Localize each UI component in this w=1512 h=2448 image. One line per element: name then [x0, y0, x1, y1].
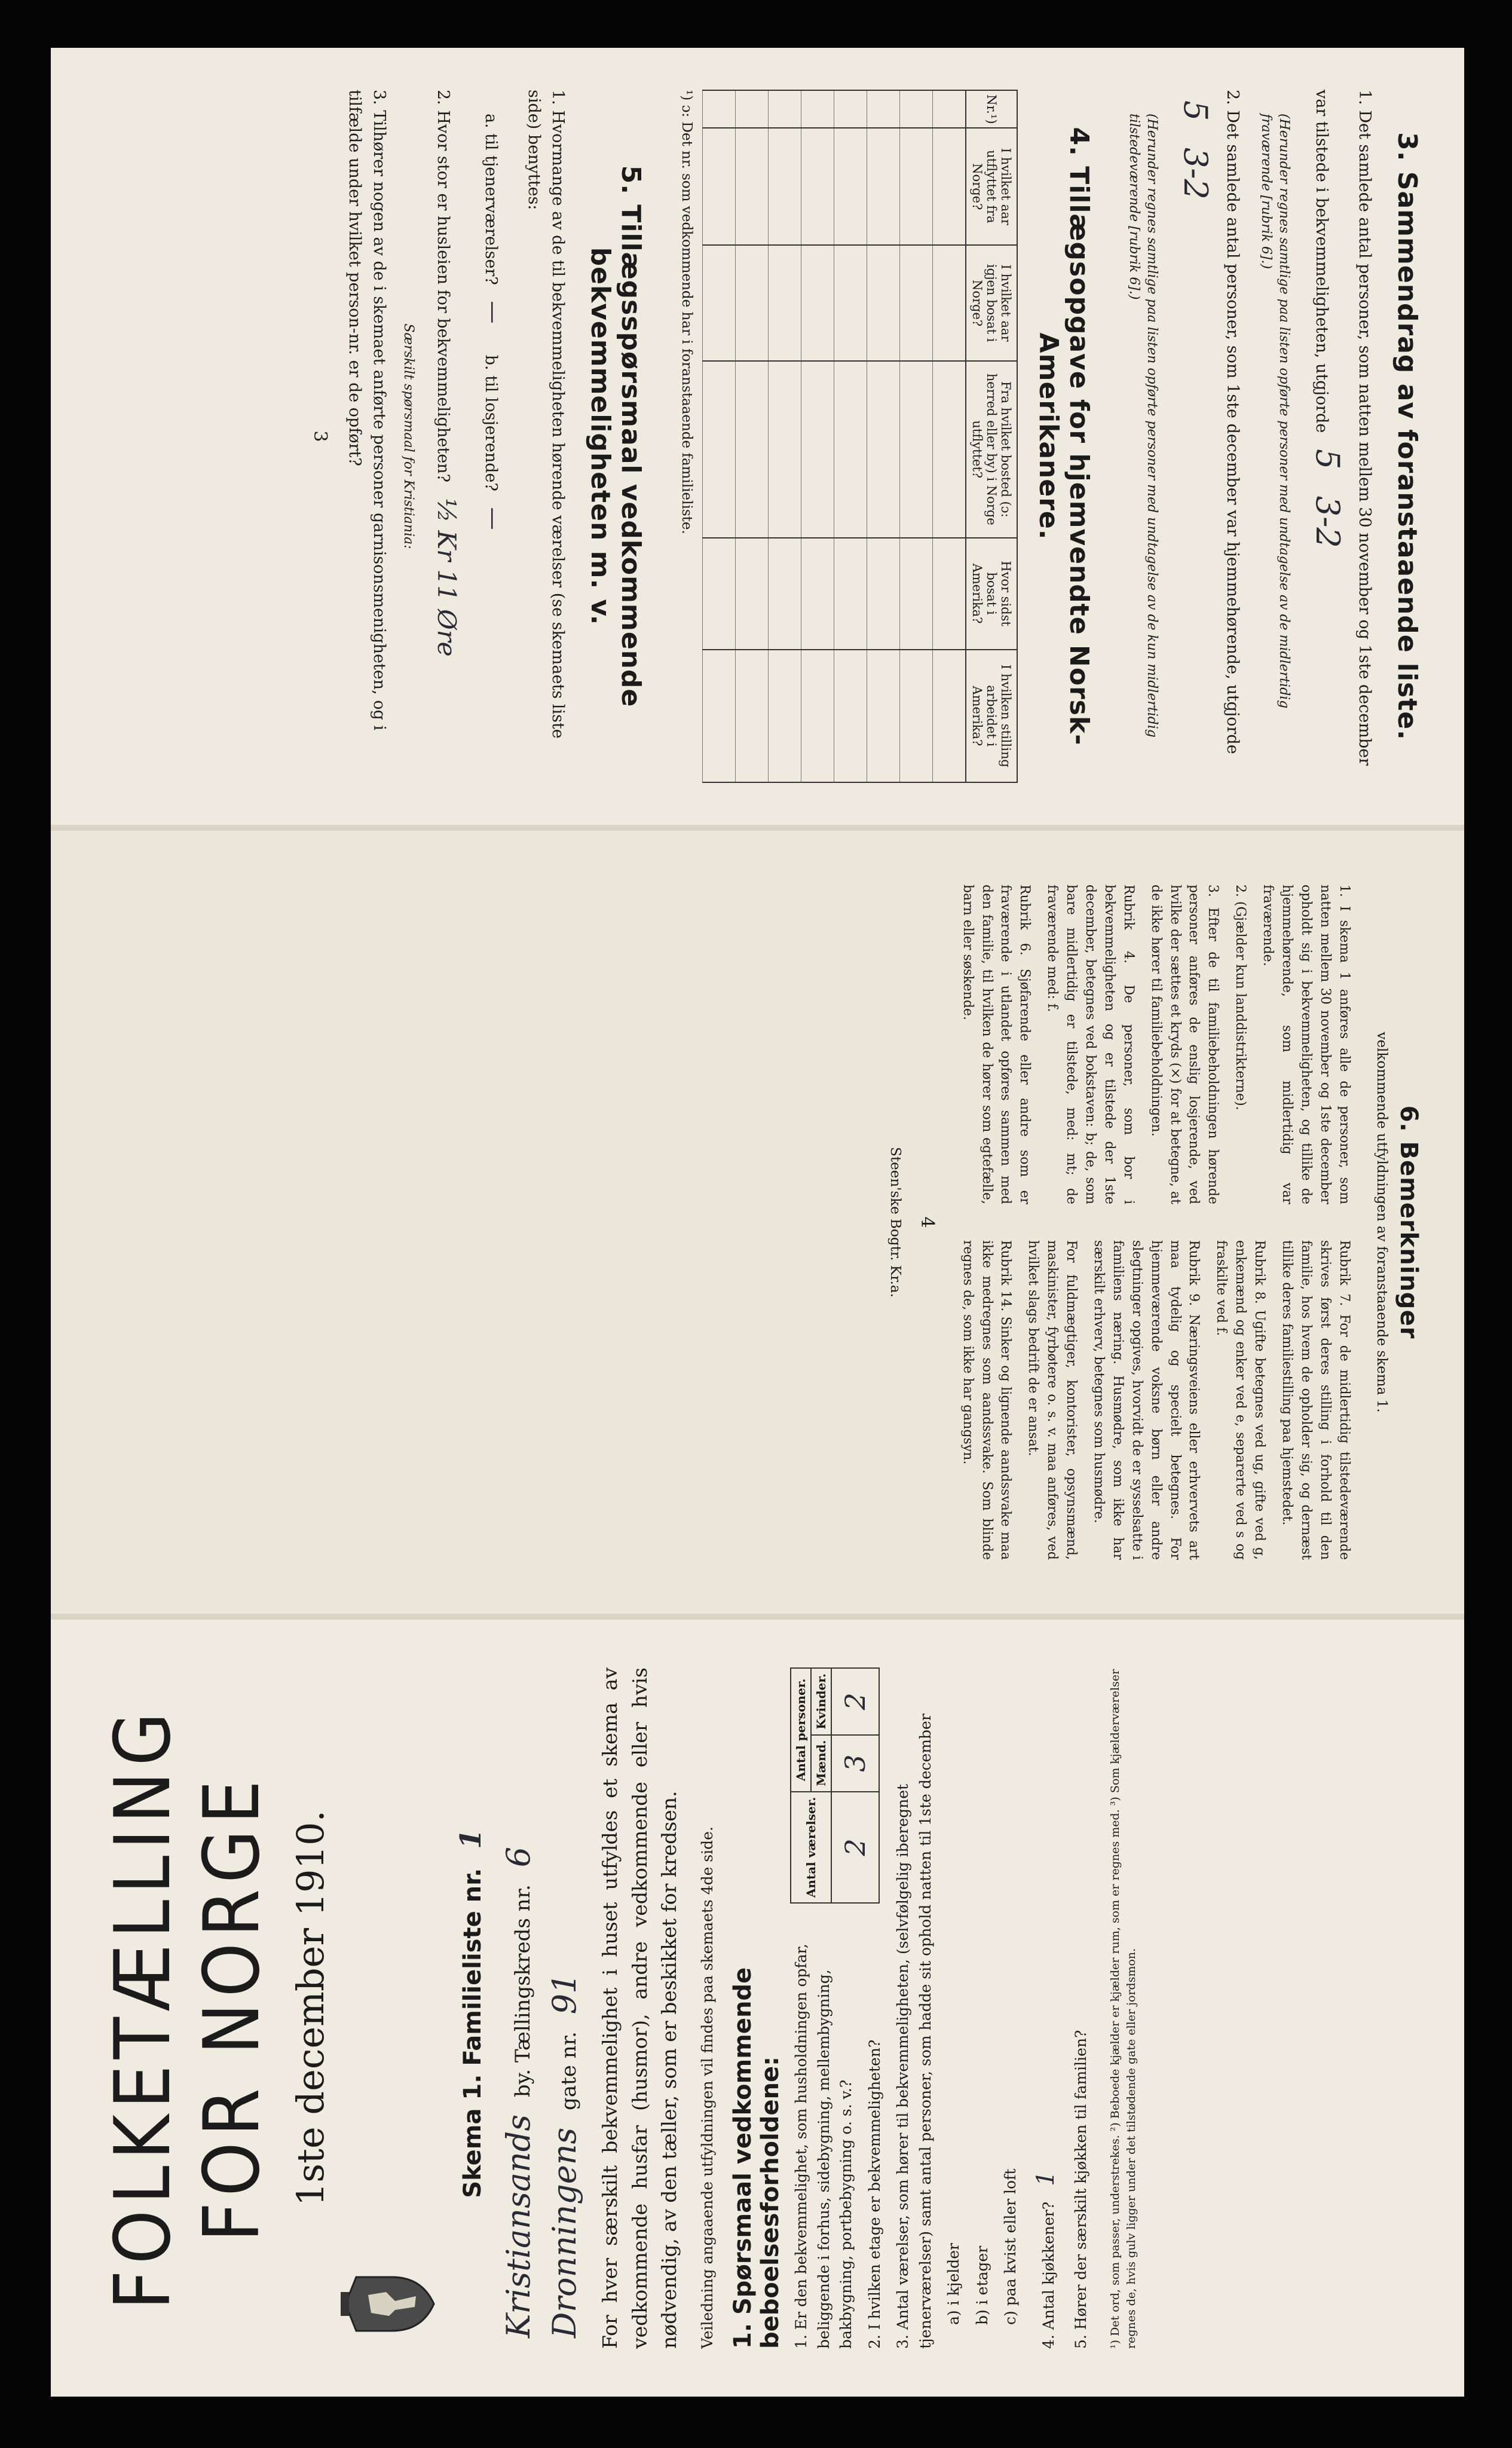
- handwritten-q2-note: 3-2: [1177, 147, 1215, 200]
- handwritten-q1-note: 3-2: [1309, 495, 1347, 548]
- instruction-paragraph: Rubrik 8. Ugifte betegnes ved ug, gifte ved g, enkemænd og enker ved e, separerte ved s og fraskilte ved f.: [1214, 1240, 1268, 1560]
- page-number: 4: [916, 1216, 938, 1228]
- lead-note: Veiledning angaaende utfyldningen vil findes paa skemaets 4de side.: [698, 1826, 716, 2349]
- handwritten-family-nr: 1: [454, 1829, 488, 1849]
- housing-questions-title: 1. Spørsmaal vedkommende beboelsesforholdene:: [729, 1967, 784, 2349]
- table-row: [702, 90, 735, 782]
- housing-question: 5. Hører der særskilt kjøkken til familien?: [1072, 2030, 1089, 2349]
- col-home-place: Fra hvilket bosted (ɔ: herred eller by) i Norge utflyttet?: [966, 361, 1017, 537]
- col-last-residence: Hvor sidst bosat i Amerika?: [966, 538, 1017, 650]
- form-label: Skema 1. Familieliste nr. 1: [454, 1667, 488, 2349]
- men-value: 3: [831, 1735, 879, 1792]
- norwegian-coat-of-arms-icon: [338, 2259, 440, 2349]
- census-date: 1ste december 1910.: [289, 1810, 332, 2207]
- summary-question-1: 1. Det samlede antal personer, som natten mellem 30 november og 1ste december var tilstede i bekvemmeligheten, utgjorde 5 3-2: [1304, 90, 1377, 783]
- instruction-paragraph: For fuldmægtiger, kontorister, opsynsmænd, maskinister, fyrbøtere o. s. v. maa anføres, ved hvilket slags bedrift de er ansat.: [1026, 1240, 1079, 1560]
- handwritten-q1-value: 5: [1309, 448, 1347, 470]
- table-row: [735, 90, 768, 782]
- instruction-paragraph: Rubrik 9. Næringsveiens eller erhvervets art maa tydelig og specielt betegnes. For hjemmeværende voksne børn eller andre slegtninger opgives, hvorvidt de er sysselsatte i familiens næring. Husmødre, som ikke har særskilt erhverv, betegnes som husmødre.: [1091, 1240, 1202, 1560]
- page-footnotes: ¹) Det ord, som passer, understrekes. ²) Beboede kjælder er kjælder rum, som er regnes med. ³) Som kjælderværelser regnes de, hvis gulv ligger under det tilstødende gate eller jordsmon.: [1109, 1669, 1138, 2349]
- table-row: [801, 90, 834, 782]
- housing-question: 3. Antal værelser, som hører til bekvemmeligheten, (selvfølgelig iberegnet tjenerværelser) samt antal personer, som hadde sit ophold natten til 1ste december: [894, 1713, 934, 2349]
- lead-paragraph: For hver særskilt bekvemmelighet i huset utfyldes et skema av vedkommende husfar (husmor), andre vedkommende eller hvis nødvendig, av den tæller, som er beskikket for kredsen.: [598, 1667, 681, 2349]
- summary-question-2: 2. Det samlede antal personer, som 1ste december var hjemmehørende, utgjorde 5 3-2: [1171, 90, 1244, 783]
- table-row: [768, 90, 801, 782]
- place-line: Kristiansands by. Tællingskreds nr. 6: [500, 1667, 537, 2349]
- housing-question: b) i etager: [973, 2245, 991, 2325]
- s5-question-3: 3. Tilhører nogen av de i skemaet anførte personer garnisonsmenigheten, og i tilfælde under hvilket person-nr. er de opført?: [345, 90, 388, 731]
- page-1-content: [51, 1620, 1464, 2397]
- table-row: [899, 90, 932, 782]
- handwritten-q2-value: 5: [1177, 100, 1215, 121]
- street-line: Dronningens gate nr. 91: [546, 1667, 583, 2349]
- housing-question: 2. I hvilken etage er bekvemmeligheten?: [865, 2039, 883, 2349]
- instruction-paragraph: Rubrik 6. Sjøfarende eller andre som er fraværende i utlandet opføres sammen med den familie, til hvilken de hører som egtefælle, barn eller søskende.: [960, 885, 1033, 1204]
- handwritten-rent: ½ Kr 11 Øre: [432, 498, 462, 657]
- handwritten-district-nr: 6: [500, 1846, 537, 1868]
- s5-question-2: 2. Hvor stor er husleien for bekvemmeligheten? ½ Kr 11 Øre: [428, 90, 466, 783]
- table-row: [932, 90, 966, 782]
- page-3-content: [51, 48, 1464, 825]
- rooms-value: 2: [831, 1792, 879, 1903]
- section-6-subtitle: velkommende utfyldningen av foranstaaende skema 1.: [1374, 1032, 1389, 1413]
- instruction-paragraph: 1. I skema 1 anføres alle de personer, som natten mellem 30 november og 1ste december opholdt sig i bekvemmeligheten, og tillike de hjemmehørende, som midlertidig var fraværende.: [1260, 885, 1352, 1204]
- printer-mark: Steen'ske Bogtr. Kr.a.: [887, 1147, 903, 1298]
- housing-question: 1. Er den bekvemmelighet, som husholdningen opfar, beliggende i forhus, sidebygning, mellembygning, bakbygning, portbebygning o. s. v.?: [792, 1944, 855, 2349]
- women-value: 2: [831, 1668, 879, 1735]
- col-returned-year: I hvilket aar igjen bosat i Norge?: [966, 245, 1017, 361]
- instruction-paragraph: 3. Efter de til familiebeholdningen hørende personer anføres de enslig losjerende, ved hvilke der sættes et kryds (×) for at betegne, at de ikke hører til familiebeholdningen.: [1148, 885, 1221, 1204]
- col-rooms: Antal værelser.: [791, 1792, 831, 1903]
- page-number: 3: [309, 430, 330, 442]
- handwritten-house-nr: 91: [546, 1973, 583, 2015]
- col-nr: Nr.¹): [966, 90, 1017, 128]
- handwritten-town: Kristiansands: [500, 2114, 537, 2338]
- rooms-persons-table: [790, 1667, 880, 1904]
- instruction-paragraph: 2. (Gjælder kun landdistrikterne).: [1233, 885, 1248, 1110]
- section-3-title: 3. Sammendrag av foranstaaende liste.: [1392, 132, 1422, 740]
- document-title: FOLKETÆLLING FOR NORGE: [99, 1706, 277, 2310]
- fold-line: [51, 1614, 1464, 1620]
- section-6-title: 6. Bemerkninger: [1395, 1105, 1422, 1339]
- instruction-paragraph: Rubrik 7. For de midlertidig tilstedeværende skrives først deres stilling i forhold til den familie, hos hvem de opholder sig, og dernæst tillike deres familiestilling paa hjemstedet.: [1279, 1240, 1352, 1560]
- handwritten-lodger-rooms: —: [480, 507, 507, 530]
- table-footnote: ¹) ɔ: Det nr. som vedkommende har i foranstaaende familieliste.: [678, 90, 694, 534]
- norwegian-american-table: [702, 90, 1018, 783]
- s5-question-1ab: a. til tjenerværelser? — b. til losjerende? —: [476, 114, 510, 783]
- table-row: [834, 90, 867, 782]
- instruction-paragraph: Rubrik 4. De personer, som bor i bekvemmeligheten og er tilstede der 1ste december, betegnes ved bokstaven: b; de, som bare midlertidig er tilstede, med: mt; de fraværende med: f.: [1045, 885, 1136, 1204]
- housing-question: c) paa kvist eller loft: [1002, 2168, 1019, 2325]
- col-persons-group: Antal personer.: [791, 1668, 811, 1792]
- q1-note: (Herunder regnes samtlige paa listen opførte personer med undtagelse av de midlertidig fraværende [rubrik 6].): [1258, 114, 1292, 709]
- col-men: Mænd.: [811, 1735, 831, 1792]
- instructions-text: [950, 885, 1354, 1560]
- q2-note: (Herunder regnes samtlige paa listen opførte personer med undtagelse av de kun midlertidig tilstedeværende [rubrik 6].): [1126, 114, 1160, 738]
- col-occupation: I hvilken stilling arbeidet i Amerika?: [966, 650, 1017, 782]
- section-5-title: 5. Tillægsspørsmaal vedkommende bekvemmeligheten m. v.: [585, 165, 647, 708]
- handwritten-kitchens: 1: [1032, 2171, 1060, 2186]
- fold-line: [51, 825, 1464, 831]
- s5-question-1: 1. Hvormange av de til bekvemmeligheten hørende værelser (se skemaets liste side) benyttes:: [524, 90, 568, 739]
- col-women: Kvinder.: [811, 1668, 831, 1735]
- section-4-title: 4. Tillægsopgave for hjemvendte Norsk-Amerikanere.: [1033, 127, 1094, 746]
- page-4-content: [51, 831, 1464, 1614]
- col-emigrated-year: I hvilket aar utflyttet fra Norge?: [966, 128, 1017, 245]
- handwritten-street: Dronningens: [546, 2127, 583, 2338]
- housing-question: a) i kjelder: [945, 2243, 962, 2325]
- instruction-paragraph: Rubrik 14. Sinker og lignende aandssvake maa ikke medregnes som aandssvake. Som blinde regnes de, som ikke har gangsyn.: [960, 1240, 1014, 1560]
- housing-question-kitchens: 4. Antal kjøkkener? 1: [1028, 1667, 1064, 2349]
- handwritten-servant-rooms: —: [480, 301, 507, 324]
- table-row: [867, 90, 899, 782]
- kristiania-note: Særskilt spørsmaal for Kristiania:: [401, 323, 417, 549]
